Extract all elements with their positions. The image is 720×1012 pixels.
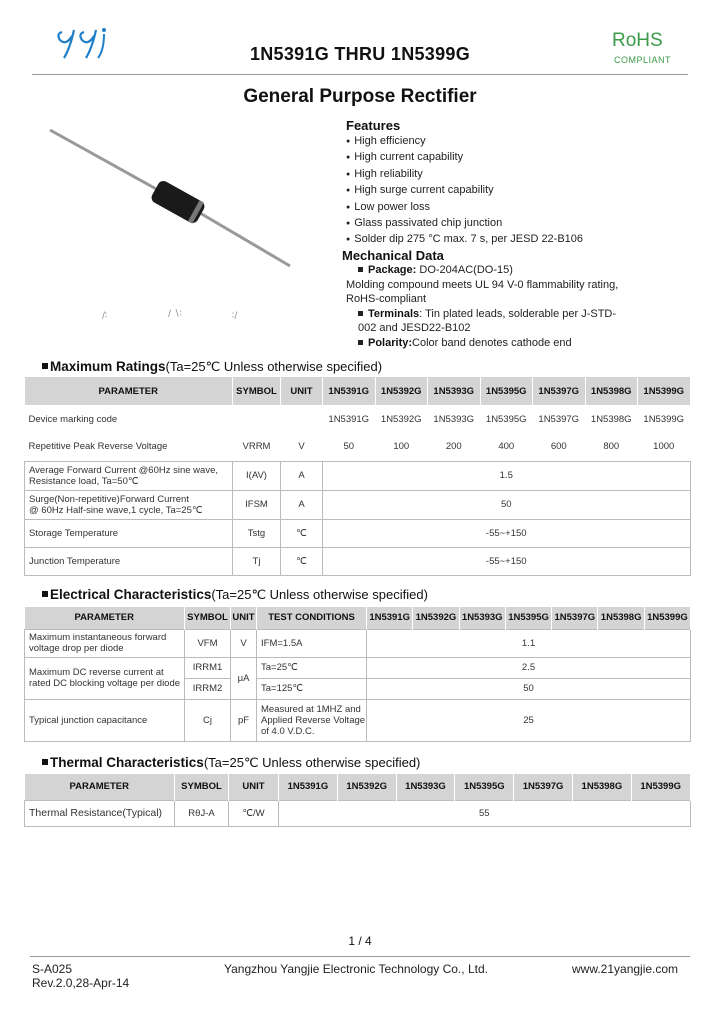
- col-header: 1N5398G: [572, 774, 631, 800]
- table-cell: RθJ-A: [175, 800, 229, 826]
- table-cell: pF: [231, 699, 257, 741]
- table-cell: 800: [603, 441, 620, 453]
- thermal-heading: Thermal Characteristics(Ta=25℃ Unless otherwise specified): [42, 755, 420, 771]
- col-header: 1N5393G: [459, 607, 505, 629]
- col-header: 1N5395G: [505, 607, 551, 629]
- table-cell: 1000: [653, 441, 675, 453]
- col-header: SYMBOL: [175, 774, 229, 800]
- table-cell: A: [281, 490, 323, 519]
- polarity-label: Polarity:: [368, 336, 413, 349]
- table-cell: IRRM1: [185, 657, 231, 678]
- svg-text:∕∶: ∕∶: [102, 311, 108, 321]
- max-ratings-conditions: (Ta=25℃ Unless otherwise specified): [165, 359, 383, 374]
- table-cell: V: [298, 441, 305, 453]
- company-name: Yangzhou Yangjie Electronic Technology Co., Ltd.: [224, 962, 488, 976]
- table-header-row: [25, 774, 691, 800]
- header-divider: [32, 74, 688, 75]
- col-header: 1N5391G: [367, 607, 413, 629]
- diode-package-image: [40, 118, 300, 338]
- table-cell: IFM=1.5A: [257, 629, 367, 657]
- col-header: 1N5392G: [413, 607, 459, 629]
- table-cell: 55: [279, 800, 691, 826]
- max-ratings-table: [24, 377, 691, 576]
- col-header: 1N5391G: [323, 377, 376, 405]
- table-cell: [281, 405, 323, 433]
- footer-divider: [30, 956, 690, 957]
- col-header: 1N5397G: [514, 774, 573, 800]
- col-header: 1N5398G: [585, 377, 638, 405]
- table-cell: A: [281, 461, 323, 490]
- table-cell: Ta=125℃: [257, 678, 367, 699]
- col-header: 1N5393G: [428, 377, 481, 405]
- feature-item: ● Low power loss: [346, 200, 686, 216]
- table-cell: Surge(Non-repetitive)Forward Current @ 60Hz Half-sine wave,1 cycle, Ta=25℃: [25, 490, 233, 519]
- feature-item: ● High efficiency: [346, 134, 686, 150]
- col-header: 1N5395G: [455, 774, 514, 800]
- electrical-conditions: (Ta=25℃ Unless otherwise specified): [211, 587, 428, 602]
- rohs-mark: RoHS: [612, 30, 663, 51]
- document-title: 1N5391G THRU 1N5399G: [249, 44, 471, 64]
- col-header: 1N5397G: [552, 607, 598, 629]
- table-cell: V: [231, 629, 257, 657]
- features-list: [346, 134, 686, 249]
- table-cell: Tj: [233, 547, 281, 575]
- table-row: [25, 405, 691, 433]
- terminals-line-2: 002 and JESD22-B102: [358, 322, 471, 335]
- table-cell: 1N5392G: [380, 413, 422, 425]
- polarity-value: Color band denotes cathode end: [412, 336, 572, 349]
- table-cell: [233, 405, 281, 433]
- revision: Rev.2.0,28-Apr-14: [32, 976, 130, 990]
- table-cell: IFSM: [233, 490, 281, 519]
- feature-item: ● High surge current capability: [346, 183, 686, 199]
- table-cell: 1N5391G: [328, 413, 370, 425]
- table-cell: 600: [550, 441, 567, 453]
- col-header: UNIT: [229, 774, 279, 800]
- table-cell: 100: [393, 441, 410, 453]
- table-row: [25, 547, 691, 575]
- col-header: 1N5393G: [396, 774, 455, 800]
- table-cell: 1N5397G: [538, 413, 580, 425]
- page-number: 1 / 4: [348, 934, 372, 948]
- table-row: [25, 629, 691, 657]
- table-cell: Typical junction capacitance: [25, 699, 185, 741]
- document-code: S-A025: [32, 962, 73, 976]
- package-value: DO-204AC(DO-15): [416, 264, 513, 276]
- table-cell: ℃: [281, 547, 323, 575]
- electrical-table: [24, 607, 691, 742]
- table-cell: I(AV): [233, 461, 281, 490]
- rohs-compliant-label: COMPLIANT: [614, 55, 672, 65]
- feature-item: ● Glass passivated chip junction: [346, 216, 686, 232]
- table-row: [25, 461, 691, 490]
- table-cell: 50: [323, 490, 691, 519]
- col-header: 1N5392G: [375, 377, 428, 405]
- terminals-label: Terminals: [368, 307, 420, 320]
- table-cell: ℃: [281, 519, 323, 547]
- mechanical-heading: Mechanical Data: [342, 248, 444, 263]
- table-cell: VFM: [185, 629, 231, 657]
- thermal-conditions: (Ta=25℃ Unless otherwise specified): [203, 755, 421, 770]
- table-header-row: [25, 377, 691, 405]
- table-cell: 1N5395G: [485, 413, 527, 425]
- thermal-table: [24, 774, 691, 827]
- table-cell: Junction Temperature: [25, 547, 233, 575]
- table-cell: μA: [231, 657, 257, 699]
- col-header: 1N5398G: [598, 607, 644, 629]
- table-row: [25, 433, 691, 461]
- table-cell: Tstg: [233, 519, 281, 547]
- table-cell: 1N5398G: [590, 413, 632, 425]
- table-cell: 1N5393G: [433, 413, 475, 425]
- page-subtitle: General Purpose Rectifier: [243, 86, 477, 107]
- table-cell: Cj: [185, 699, 231, 741]
- terminals-value: : Tin plated leads, solderable per J-STD-: [419, 307, 617, 320]
- table-row: [25, 519, 691, 547]
- svg-text:∶∕: ∶∕: [232, 311, 238, 321]
- col-header: PARAMETER: [25, 774, 175, 800]
- col-header: PARAMETER: [25, 377, 233, 405]
- table-cell: IRRM2: [185, 678, 231, 699]
- table-cell: VRRM: [242, 441, 271, 453]
- table-cell: Maximum DC reverse current at rated DC blocking voltage per diode: [25, 657, 185, 699]
- table-cell: Repetitive Peak Reverse Voltage: [28, 441, 168, 453]
- col-header: 1N5395G: [480, 377, 533, 405]
- table-row: [25, 657, 691, 678]
- col-header: 1N5391G: [279, 774, 338, 800]
- table-cell: -55~+150: [323, 519, 691, 547]
- col-header: SYMBOL: [233, 377, 281, 405]
- col-header: TEST CONDITIONS: [257, 607, 367, 629]
- feature-item: ● Solder dip 275 °C max. 7 s, per JESD 22-B106: [346, 232, 686, 248]
- max-ratings-heading: Maximum Ratings(Ta=25℃ Unless otherwise specified): [42, 359, 382, 375]
- col-header: UNIT: [231, 607, 257, 629]
- col-header: 1N5397G: [533, 377, 586, 405]
- table-cell: 1N5399G: [643, 413, 685, 425]
- col-header: 1N5399G: [644, 607, 690, 629]
- table-cell: Storage Temperature: [25, 519, 233, 547]
- table-cell: Device marking code: [28, 413, 118, 425]
- molding-line-1: Molding compound meets UL 94 V-0 flammability rating,: [346, 278, 619, 291]
- table-cell: Maximum instantaneous forward voltage drop per diode: [25, 629, 185, 657]
- table-cell: 400: [498, 441, 515, 453]
- col-header: 1N5399G: [631, 774, 690, 800]
- svg-text:∕ ∖∶: ∕ ∖∶: [168, 309, 182, 319]
- col-header: 1N5399G: [638, 377, 691, 405]
- table-cell: Measured at 1MHZ and Applied Reverse Voltage of 4.0 V.D.C.: [257, 699, 367, 741]
- table-cell: 50: [343, 441, 355, 453]
- table-cell: Ta=25℃: [257, 657, 367, 678]
- table-cell: -55~+150: [323, 547, 691, 575]
- table-cell: Average Forward Current @60Hz sine wave, Resistance load, Ta=50℃: [25, 461, 233, 490]
- col-header: PARAMETER: [25, 607, 185, 629]
- table-header-row: [25, 607, 691, 629]
- table-cell: 1.1: [367, 629, 691, 657]
- table-row: [25, 699, 691, 741]
- table-cell: 50: [367, 678, 691, 699]
- col-header: 1N5392G: [337, 774, 396, 800]
- molding-line-2: RoHS-compliant: [346, 293, 427, 306]
- feature-item: ● High current capability: [346, 150, 686, 166]
- feature-item: ● High reliability: [346, 167, 686, 183]
- table-cell: 200: [445, 441, 462, 453]
- mechanical-data-block: [346, 263, 686, 351]
- package-label: Package:: [368, 264, 417, 276]
- website: www.21yangjie.com: [572, 962, 679, 976]
- table-cell: 25: [367, 699, 691, 741]
- table-cell: 2.5: [367, 657, 691, 678]
- features-heading: Features: [346, 118, 401, 133]
- table-cell: ℃/W: [229, 800, 279, 826]
- table-row: [25, 800, 691, 826]
- col-header: UNIT: [281, 377, 323, 405]
- table-cell: Thermal Resistance(Typical): [25, 800, 175, 826]
- table-row: [25, 490, 691, 519]
- electrical-heading: Electrical Characteristics(Ta=25℃ Unless otherwise specified): [42, 587, 428, 603]
- col-header: SYMBOL: [185, 607, 231, 629]
- table-cell: 1.5: [323, 461, 691, 490]
